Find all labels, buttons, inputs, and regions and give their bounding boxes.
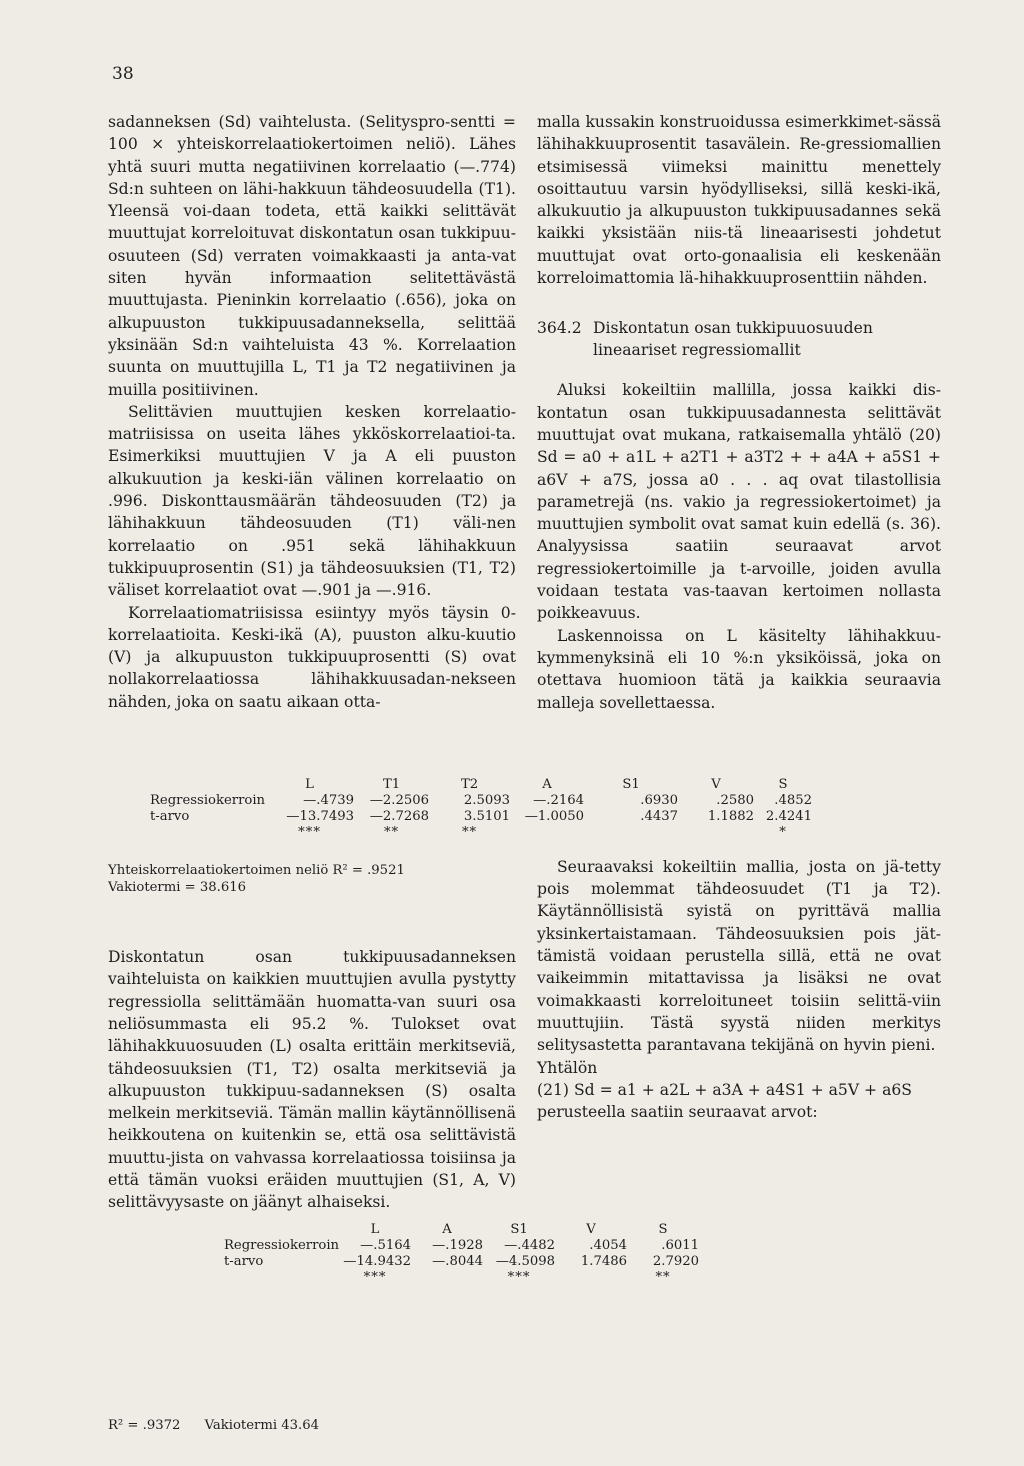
table-cell: 1.1882 [707,809,755,824]
table-cell: 3.5101 [463,809,511,824]
table-header-row [224,1222,699,1238]
row-label: Regressiokerroin [224,1238,340,1253]
body-paragraph: Diskontatun osan tukkipuusadanneksen vaihteluista on kaikkien muuttujien avulla pystytty regressiolla selittämään huomatta-van suuri osa neliösummasta eli 95.2 %. Tulokset ovat lähihakkuuosuuden (L) osalta erittäin merkitseviä, tähdeosuuksien (T1, T2) osalta merkitseviä ja alkupuuston tukkipuu-sadanneksen (S) osalta melkein merkitseviä. Tämän mallin käytännöllisenä heikkoutena on kuitenkin se, että osa selittävistä muuttu-jista on vahvassa korrelaatiossa toisiinsa ja että tämän vuoksi eräiden muuttujien (S1, A, V) selittävyysaste on jäänyt alhaiseksi. [108,948,516,1212]
right-column [537,111,941,1123]
column-header: S1 [510,1222,528,1237]
significance-stars: *** [363,1270,387,1285]
table-cell: —4.5098 [495,1254,556,1269]
body-paragraph: Korrelaatiomatriisissa esiintyy myös täysin 0-korrelaatioita. Keski-ikä (A), puuston alku-kuutio (V) ja alkupuuston tukkipuuprosentti (S) ovat nollakorrelaatiossa lähihakkuusadan-nekseen nähden, joka on saatu aikaan otta- [108,603,516,711]
column-header: S [658,1222,668,1237]
body-paragraph: sadanneksen (Sd) vaihtelusta. (Selityspro-sentti = 100 × yhteiskorrelaatiokertoimen neliö). Lähes yhtä suuri mutta negatiivinen korrelaatio (—.774) Sd:n suhteen on lähi-hakkuun tähdeosuudella (T1). Yleensä voi-daan todeta, että kaikki selittävät muuttujat korreloituvat diskontatun osan tukkipuu-osuuteen (Sd) verraten voimakkaasti ja anta-vat siten hyvän informaation selitettävästä muuttujasta. Pieninkin korrelaatio (.656), joka on alkupuuston tukkipuusadanneksella, selittää yksinään Sd:n vaihteluista 43 %. Korrelaation suunta on muuttujilla L, T1 ja T2 negatiivinen ja muilla positiivinen. [108,113,516,399]
significance-stars: *** [507,1270,531,1285]
significance-stars [555,1270,627,1286]
equation-after: perusteella saatiin seuraavat arvot: [537,1103,818,1122]
table-cell: 1.7486 [580,1254,628,1269]
significance-stars: ** [655,1270,671,1285]
row-label: t-arvo [224,1254,264,1269]
column-header: V [711,777,721,792]
table-cell: 2.5093 [463,793,511,808]
significance-row [150,825,812,841]
significance-stars [584,825,678,841]
table-cell: .4437 [640,809,679,824]
table-cell: —14.9432 [343,1254,412,1269]
significance-stars [678,825,754,841]
column-header: L [370,1222,380,1237]
regression-table-1 [150,777,812,841]
table-row [150,809,812,825]
left-column [108,111,516,1214]
table-cell: .6011 [661,1238,700,1253]
column-header: L [305,777,314,792]
table-header-row [150,777,812,793]
column-header: S1 [622,777,640,792]
regression-1-stats [108,862,405,896]
page-number: 38 [112,64,134,84]
column-header: T2 [460,777,479,792]
significance-stars: * [779,825,787,840]
column-header: S [778,777,788,792]
equation-intro: Yhtälön [537,1058,598,1077]
body-paragraph: Selittävien muuttujien kesken korrelaatio-matriisissa on useita lähes ykköskorrelaatioi-ta. Esimerkiksi muuttujien V ja A eli puuston alkukuution ja keski-iän välinen korrelaatio on .996. Diskonttausmäärän tähdeosuuden (T2) ja lähihakkuun tähdeosuuden (T1) väli-nen korrelaatio on .951 sekä lähihakkuun tukkipuuprosentin (S1) ja tähdeosuuksien (T1, T2) väliset korrelaatiot ovat —.901 ja —.916. [108,402,516,600]
table-cell: —1.0050 [524,809,585,824]
body-paragraph: Laskennoissa on L käsitelty lähihakkuu-kymmenyksinä eli 10 %:n yksiköissä, joka on otettava huomioon tätä ja kaikkia seuraavia malleja sovellettaessa. [537,626,941,712]
table-cell: —.4739 [303,793,355,808]
body-paragraph: Seuraavaksi kokeiltiin mallia, josta on jä-tetty pois molemmat tähdeosuudet (T1 ja T2). Käytännöllisistä syistä on pyrittävä mallia yksinkertaistamaan. Tähdeosuuksien pois jät-tämistä voidaan perustella sillä, että ne ovat vaikeimmin mitattavissa ja lisäksi ne ovat voimakkaasti korreloituneet toisiin selittä-viin muuttujiin. Tästä syystä niiden merkitys selitysastetta parantavana tekijänä on hyvin pieni. [537,857,941,1055]
r2-line: Yhteiskorrelaatiokertoimen neliö R² = .9521 [108,863,405,878]
table-row [224,1254,699,1270]
significance-stars: *** [298,825,321,840]
significance-stars [411,1270,483,1286]
table-cell: —.4482 [504,1238,556,1253]
significance-stars: ** [383,825,400,840]
column-header: T1 [382,777,401,792]
table-cell: —2.7268 [369,809,430,824]
table-cell: —.1928 [432,1238,484,1253]
body-paragraph: Aluksi kokeiltiin mallilla, jossa kaikki dis-kontatun osan tukkipuusadannesta selittävät muuttujat ovat mukana, ratkaisemalla yhtälö (20) Sd = a0 + a1L + a2T1 + a3T2 + + a4A + a5S1 + a6V + a7S, jossa a0 . . . aq ovat tilastollisia parametrejä (ns. vakio ja regressiokertoimet) ja muuttujien symbolit ovat samat kuin edellä (s. 36). Analyysissa saatiin seuraavat arvot regressiokertoimille ja t-arvoille, joiden avulla voidaan testata vas-taavan kertoimen nollasta poikkeavuus. [537,381,941,623]
table-row [150,793,812,809]
significance-stars [510,825,584,841]
section-title-line1: Diskontatun osan tukkipuuosuuden [593,319,873,338]
table-cell: 2.4241 [765,809,813,824]
table-cell: —13.7493 [286,809,355,824]
table-cell: .4852 [774,793,813,808]
table-cell: —.8044 [432,1254,484,1269]
significance-stars: ** [461,825,478,840]
constant-line: Vakiotermi = 38.616 [108,880,247,895]
significance-row [224,1270,699,1286]
table-cell: .4054 [589,1238,628,1253]
column-header: V [586,1222,596,1237]
body-paragraph: malla kussakin konstruoidussa esimerkkimet-sässä lähihakkuuprosentit tasavälein. Re-gressiomallien etsimisessä viimeksi mainittu menettely osoittautuu varsin hyödylliseksi, sillä keski-ikä, alkukuutio ja alkupuuston tukkipuusadannes sekä kaikki yksistään niis-tä lineaarisesti johdetut muuttujat ovat orto-gonaalisia eli keskenään korreloimattomia lä-hihakkuuprosenttiin nähden. [537,113,941,288]
row-label: t-arvo [150,809,190,824]
section-heading [537,317,941,361]
table-cell: 2.7920 [652,1254,700,1269]
equation: (21) Sd = a1 + a2L + a3A + a4S1 + a5V + a6S [537,1080,912,1099]
table-cell: —.5164 [360,1238,412,1253]
column-header: A [442,1222,452,1237]
table-cell: .2580 [716,793,755,808]
column-header: A [542,777,552,792]
row-label: Regressiokerroin [150,793,266,808]
table-cell: —2.2506 [369,793,430,808]
regression-table-2 [224,1222,699,1286]
section-number: 364.2 [537,319,582,338]
table-cell: .6930 [640,793,679,808]
table-row [224,1238,699,1254]
r2-value: R² = .9372 [108,1418,181,1433]
constant-value: Vakiotermi 43.64 [204,1418,320,1433]
regression-2-stats [108,1418,339,1433]
table-cell: —.2164 [533,793,585,808]
section-title-line2: lineaariset regressiomallit [593,341,801,360]
